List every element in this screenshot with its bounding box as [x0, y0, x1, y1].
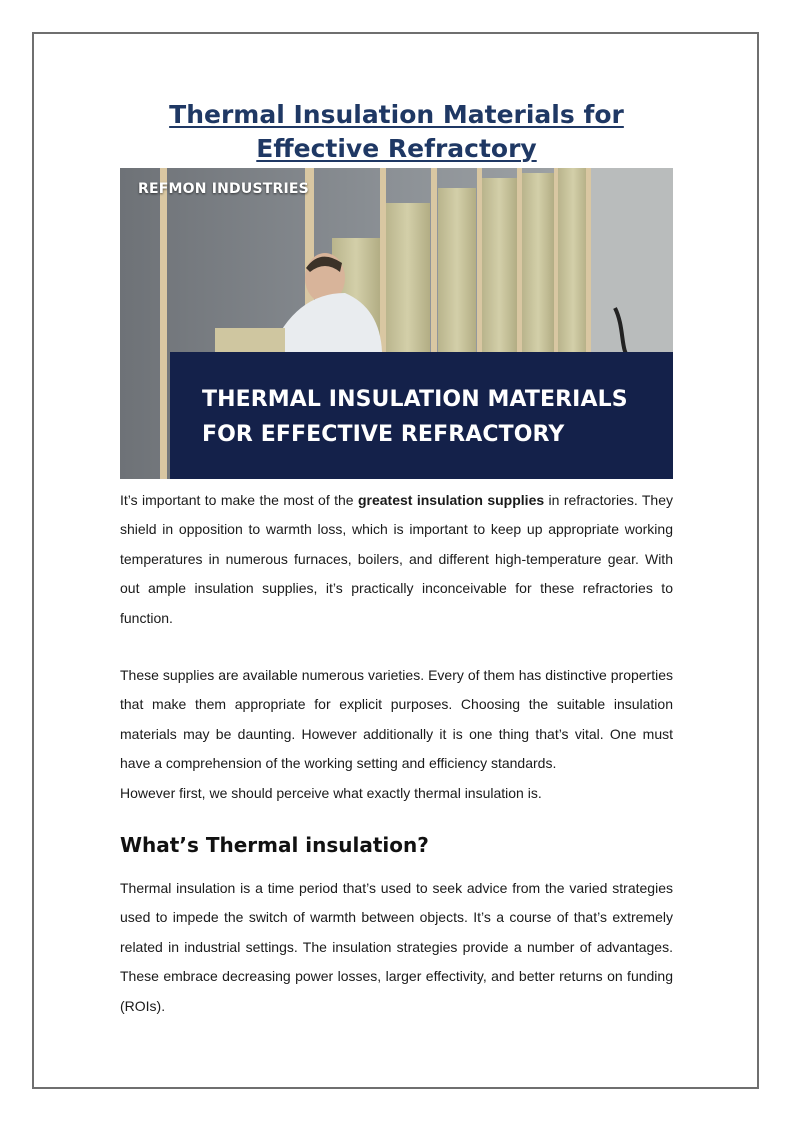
paragraph-intro — [120, 486, 673, 633]
title-banner — [170, 352, 673, 479]
brand-label: REFMON INDUSTRIES — [138, 181, 309, 197]
document-title: Thermal Insulation Materials for Effective Refractory — [169, 100, 624, 163]
banner-line-2: FOR EFFECTIVE REFRACTORY — [202, 422, 565, 447]
intro-text-end: in refractories. They shield in opposition to warmth loss, which is important to keep up appropriate working temperatures in numerous furnaces, boilers, and different high-temperature gear. With out ample insulation supplies, it’s practically inconceivable for these refractories to function. — [120, 492, 673, 626]
intro-bold-phrase: greatest insulation supplies — [357, 492, 545, 508]
varieties-followup: However first, we should perceive what exactly thermal insulation is. — [120, 784, 542, 801]
section-heading: What’s Thermal insulation? — [120, 833, 429, 857]
intro-text-start: It’s important to make the most of the — [120, 492, 358, 508]
banner-line-1: THERMAL INSULATION MATERIALS — [202, 387, 628, 412]
paragraph-definition: Thermal insulation is a time period that’s used to seek advice from the varied strategies used to impede the switch of warmth between objects. It’s a course of that’s extremely related in industrial settings. The insulation strategies provide a number of advantages. These embrace decreasing power losses, larger effectivity, and better returns on funding (ROIs). — [120, 880, 673, 1014]
paragraph-varieties — [120, 661, 673, 808]
varieties-text: These supplies are available numerous varieties. Every of them has distinctive properties that make them appropriate for explicit purposes. Choosing the suitable insulation materials may be daunting. However additionally it is one thing that’s vital. One must have a comprehension of the working setting and efficiency standards. — [120, 667, 673, 772]
hero-image — [120, 168, 673, 479]
banner-text — [202, 382, 662, 452]
